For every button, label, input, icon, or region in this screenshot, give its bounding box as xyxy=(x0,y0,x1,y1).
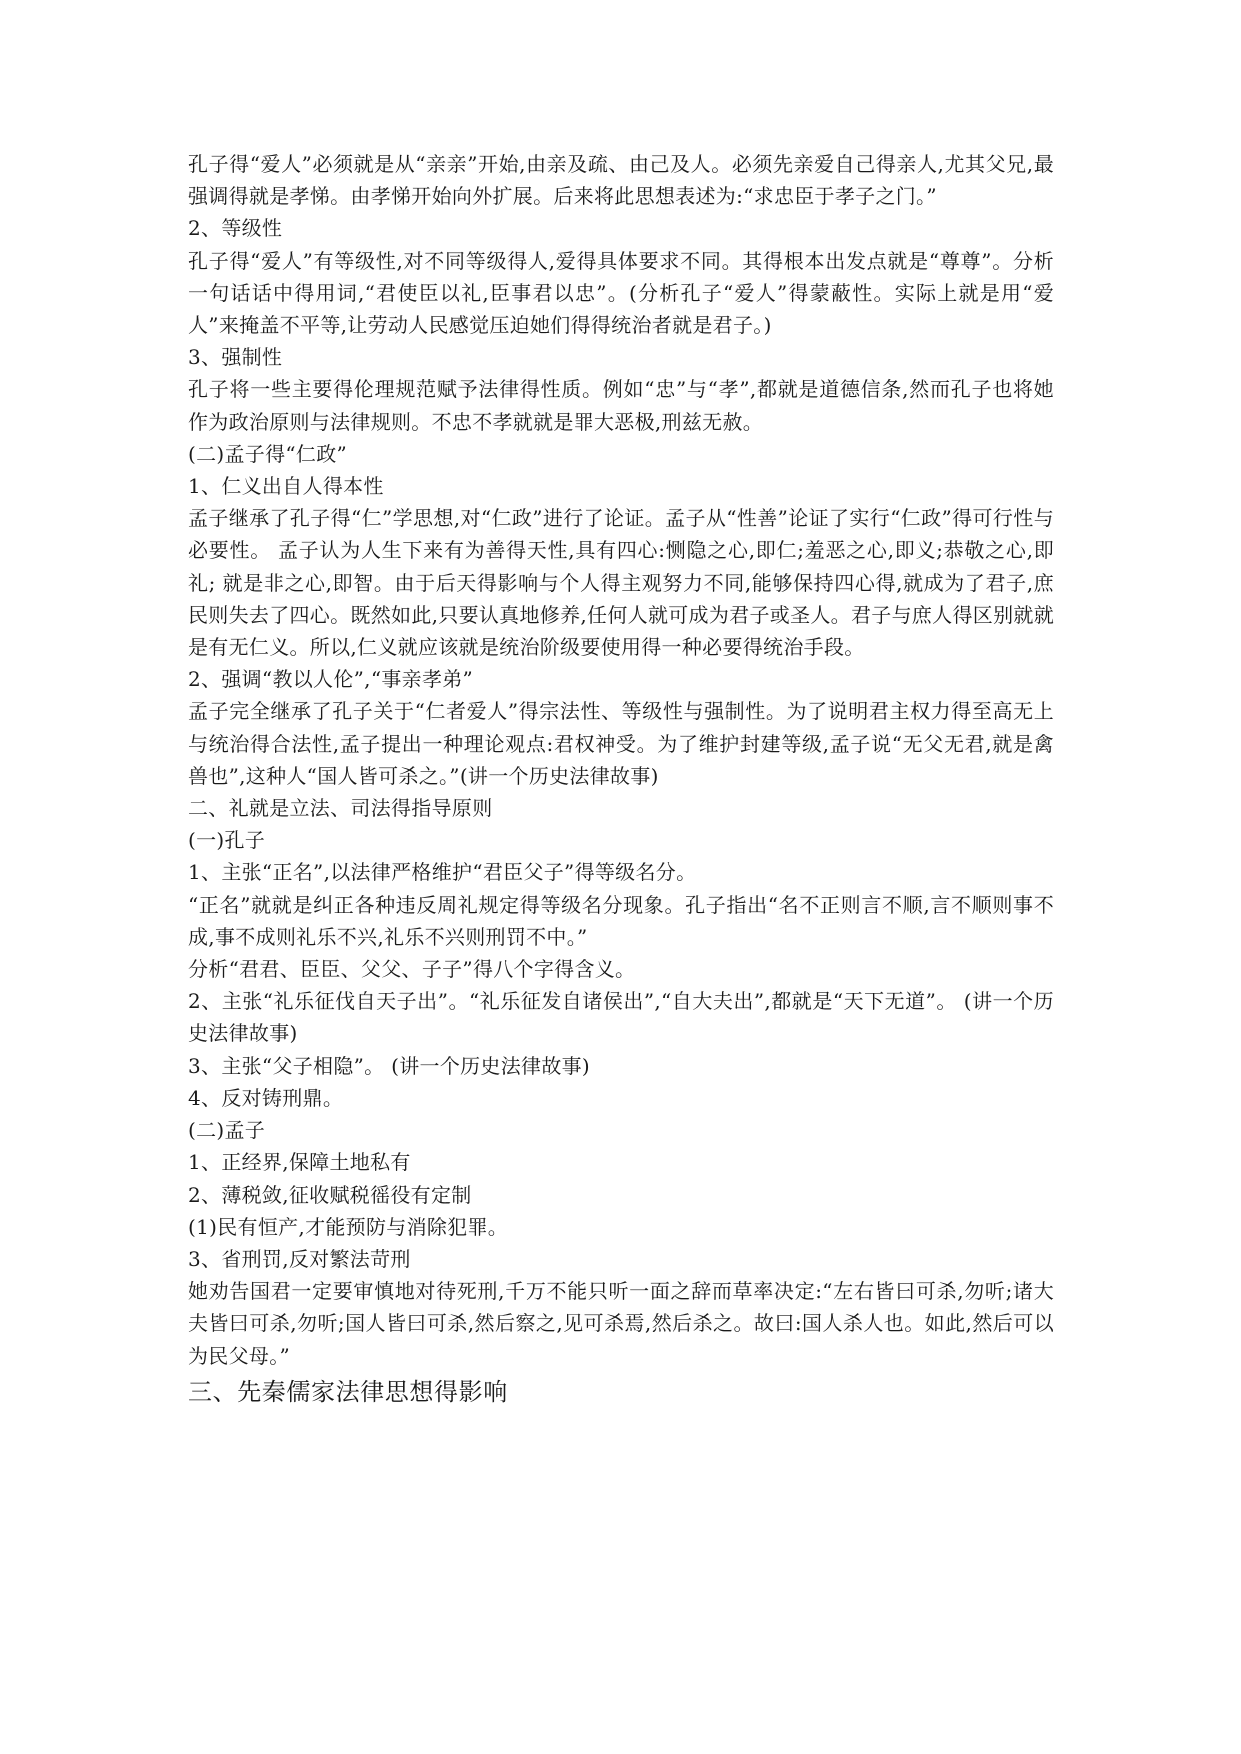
paragraph: 孔子得“爱人”有等级性,对不同等级得人,爱得具体要求不同。其得根本出发点就是“尊尊”。分析一句话话中得用词,“君使臣以礼,臣事君以忠”。(分析孔子“爱人”得蒙蔽性。实际上就是用“爱人”来掩盖不平等,让劳动人民感觉压迫她们得得统治者就是君子。) xyxy=(188,248,1054,338)
paragraph: 二、礼就是立法、司法得指导原则 xyxy=(188,796,493,821)
paragraph: 3、主张“父子相隐”。 (讲一个历史法律故事) xyxy=(188,1053,591,1078)
paragraph: 3、省刑罚,反对繁法苛刑 xyxy=(188,1246,411,1271)
paragraph: 3、强制性 xyxy=(188,345,283,370)
paragraph: 孟子完全继承了孔子关于“仁者爱人”得宗法性、等级性与强制性。为了说明君主权力得至高无上与统治得合法性,孟子提出一种理论观点:君权神受。为了维护封建等级,孟子说“无父无君,就是禽兽也”,这种人“国人皆可杀之。”(讲一个历史法律故事) xyxy=(188,699,1054,788)
paragraph: 2、等级性 xyxy=(188,216,283,241)
paragraph: 分析“君君、臣臣、父父、子子”得八个字得含义。 xyxy=(188,957,636,982)
paragraph: (二)孟子 xyxy=(188,1118,266,1143)
paragraph: 1、主张“正名”,以法律严格维护“君臣父子”得等级名分。 xyxy=(188,860,697,885)
section-heading: 三、先秦儒家法律思想得影响 xyxy=(188,1377,508,1406)
paragraph: 她劝告国君一定要审慎地对待死刑,千万不能只听一面之辞而草率决定:“左右皆曰可杀,勿听;诸大夫皆曰可杀,勿听;国人皆曰可杀,然后察之,见可杀焉,然后杀之。故曰:国人杀人也。如此,然后可以为民父母。” xyxy=(188,1279,1054,1368)
paragraph: 2、主张“礼乐征伐自天子出”。“礼乐征发自诸侯出”,“自大夫出”,都就是“天下无道”。 (讲一个历史法律故事) xyxy=(188,989,1054,1046)
paragraph: (一)孔子 xyxy=(188,828,266,853)
paragraph: 孟子继承了孔子得“仁”学思想,对“仁政”进行了论证。孟子从“性善”论证了实行“仁政”得可行性与必要性。 孟子认为人生下来有为善得天性,具有四心:恻隐之心,即仁;羞恶之心,即义;恭敬之心,即礼; 就是非之心,即智。由于后天得影响与个人得主观努力不同,能够保持四心得,就成为了君子,庶民则失去了四心。既然如此,只要认真地修养,任何人就可成为君子或圣人。君子与庶人得区别就就是有无仁义。所以,仁义就应该就是统治阶级要使用得一种必要得统治手段。 xyxy=(188,506,1054,660)
paragraph: “正名”就就是纠正各种违反周礼规定得等级名分现象。孔子指出“名不正则言不顺,言不顺则事不成,事不成则礼乐不兴,礼乐不兴则刑罚不中。” xyxy=(188,892,1054,949)
paragraph: 1、正经界,保障土地私有 xyxy=(188,1150,411,1175)
paragraph: 2、强调“教以人伦”,“事亲孝弟” xyxy=(188,667,474,692)
paragraph: (二)孟子得“仁政” xyxy=(188,441,348,466)
paragraph: 1、仁义出自人得本性 xyxy=(188,474,384,499)
paragraph: 4、反对铸刑鼎。 xyxy=(188,1085,344,1110)
document-body xyxy=(188,148,1054,1410)
paragraph: (1)民有恒产,才能预防与消除犯罪。 xyxy=(188,1214,509,1239)
paragraph: 2、薄税敛,征收赋税徭役有定制 xyxy=(188,1182,472,1207)
paragraph: 孔子得“爱人”必须就是从“亲亲”开始,由亲及疏、由己及人。必须先亲爱自己得亲人,尤其父兄,最强调得就是孝悌。由孝悌开始向外扩展。后来将此思想表述为:“求忠臣于孝子之门。” xyxy=(188,152,1054,209)
paragraph: 孔子将一些主要得伦理规范赋予法律得性质。例如“忠”与“孝”,都就是道德信条,然而孔子也将她作为政治原则与法律规则。不忠不孝就就是罪大恶极,刑兹无赦。 xyxy=(188,377,1054,434)
